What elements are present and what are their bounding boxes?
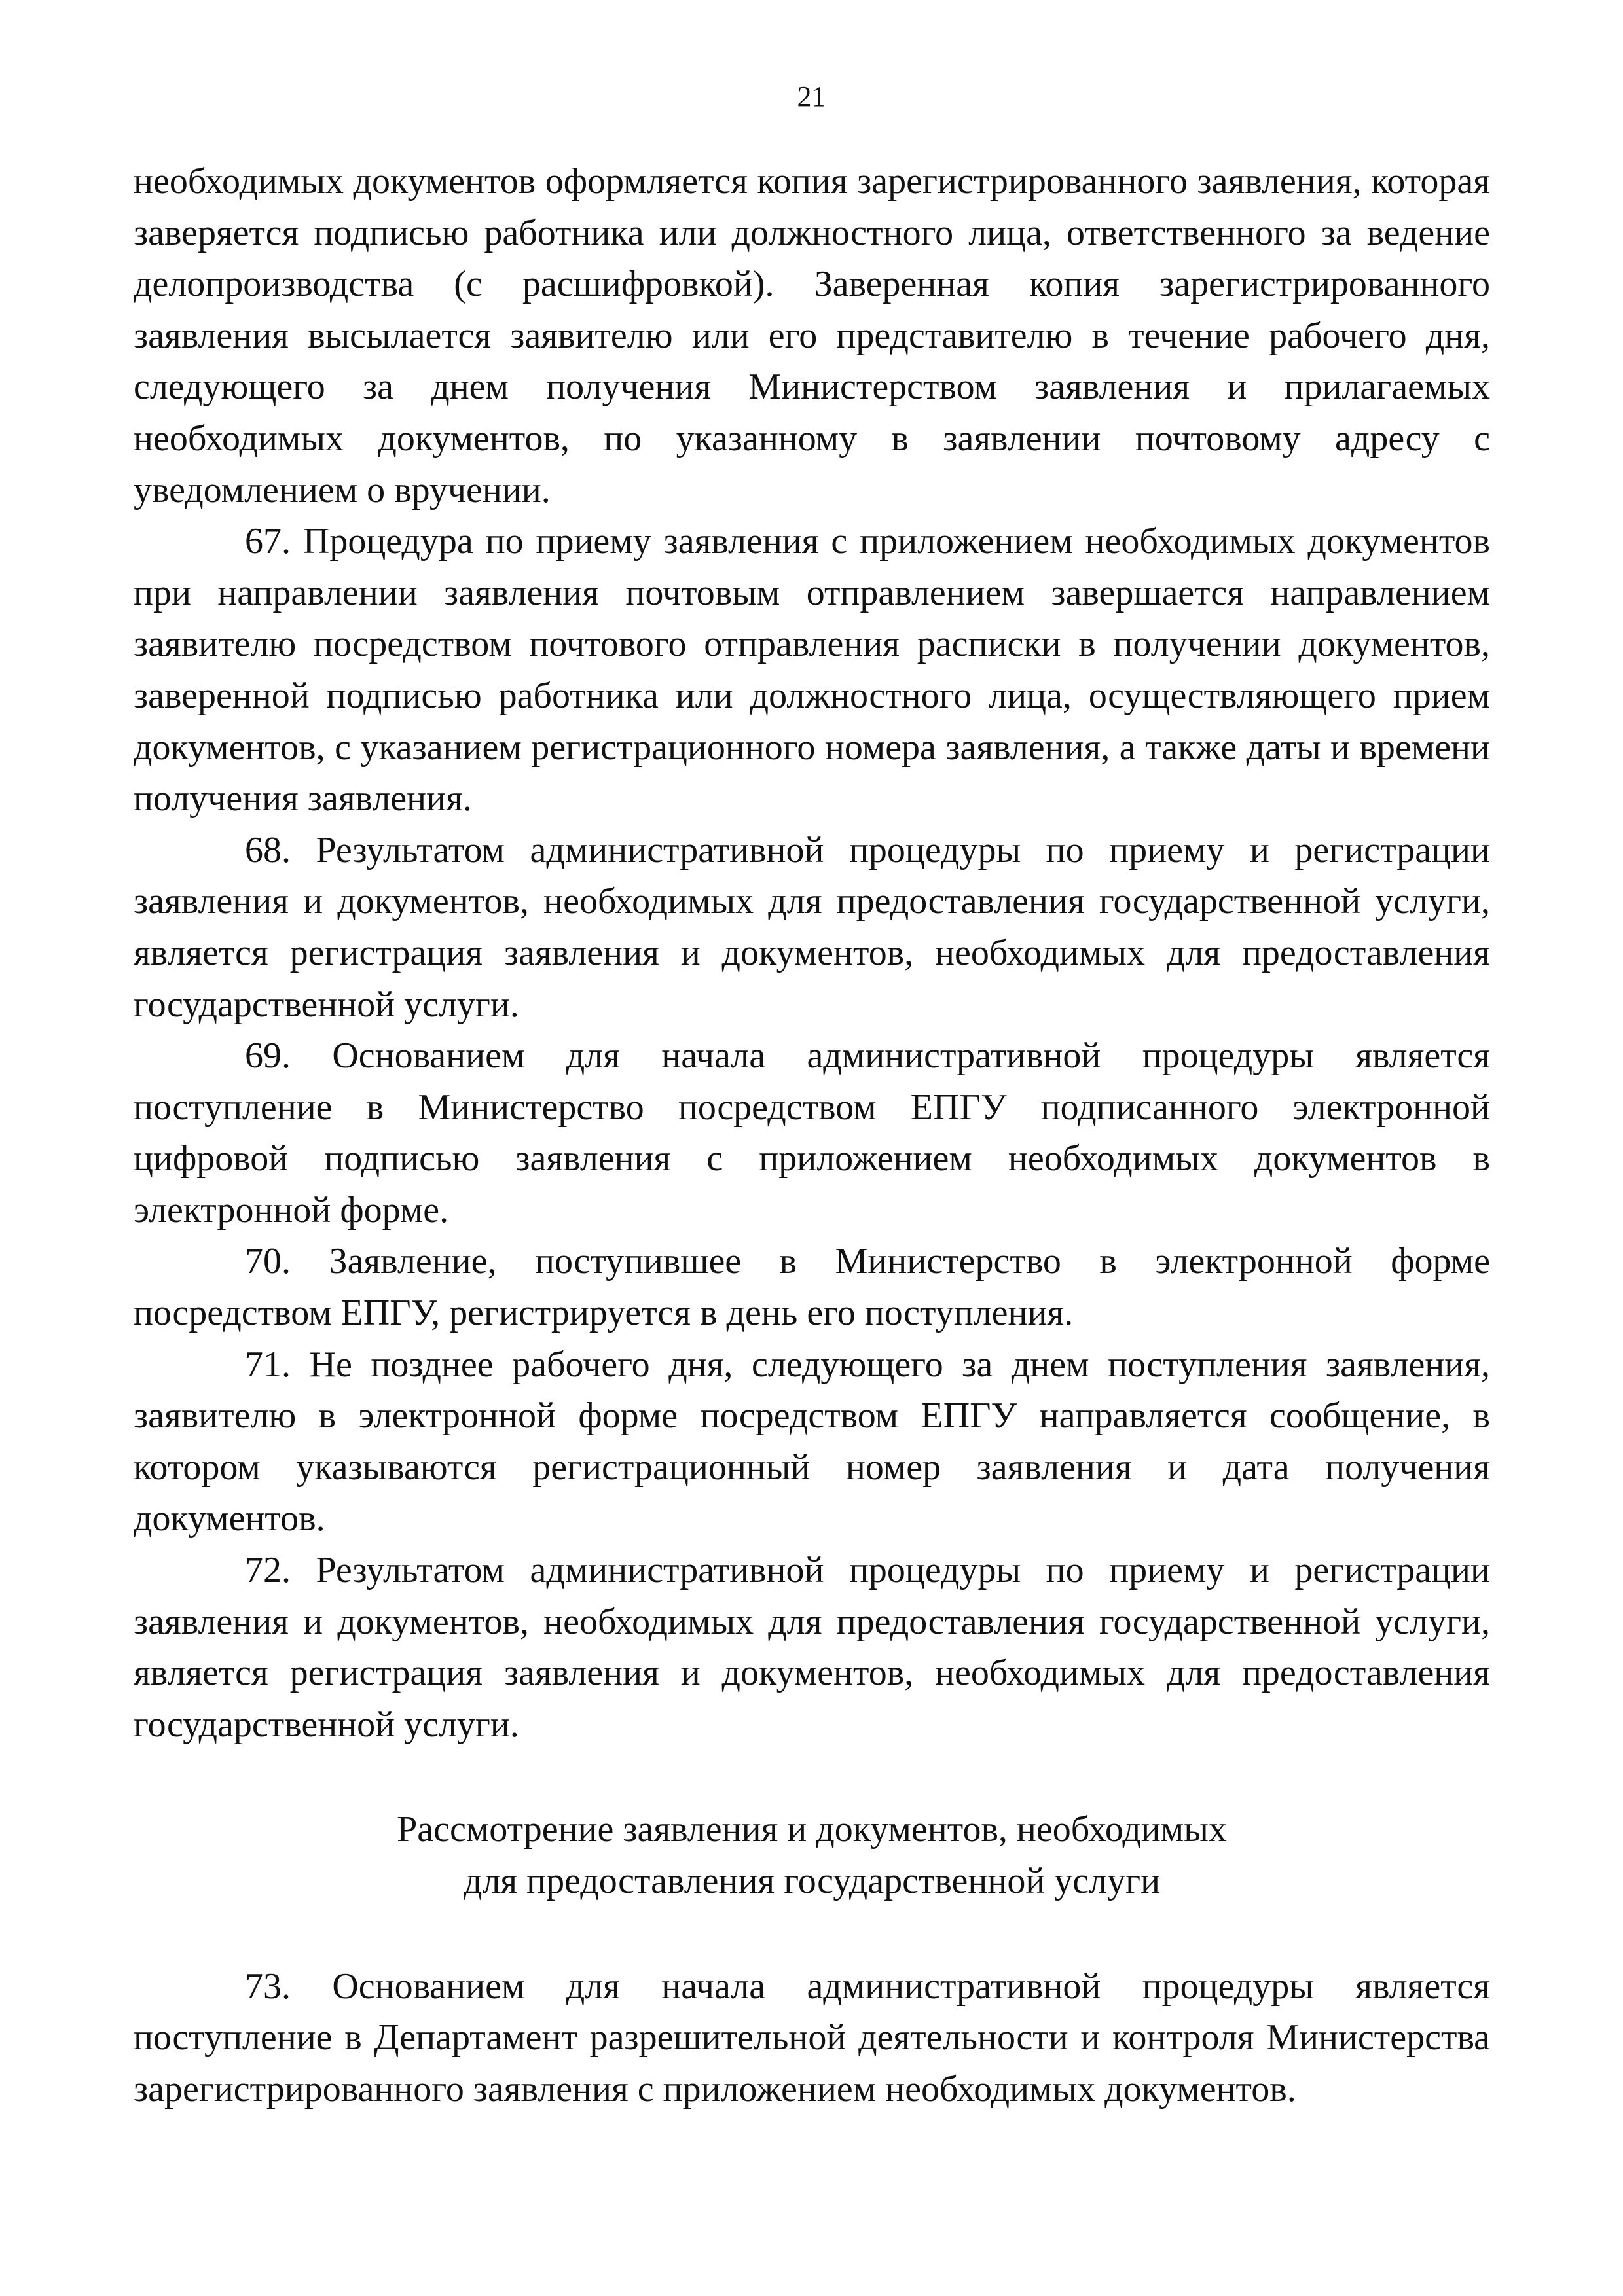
paragraph-71: 71. Не позднее рабочего дня, следующего за днем поступления заявления, заявителю в электронной форме посредством ЕПГУ направляется сообщение, в котором указываются регистрационный номер заявления и дата получения документов. <box>134 1344 1490 1539</box>
section-heading-line-2: для предоставления государственной услуги <box>463 1861 1161 1901</box>
paragraph-73: 73. Основанием для начала административной процедуры является поступление в Департамент разрешительной деятельности и контроля Министерства зарегистрированного заявления с приложением необходимых документов. <box>134 1965 1490 2109</box>
document-body <box>134 156 1490 2115</box>
paragraph-68: 68. Результатом административной процедуры по приему и регистрации заявления и документов, необходимых для предоставления государственной услуги, является регистрация заявления и документов, необходимых для предоставления государственной услуги. <box>134 829 1490 1025</box>
paragraph-continuation: необходимых документов оформляется копия зарегистрированного заявления, которая заверяется подписью работника или должностного лица, ответственного за ведение делопроизводства (с расшифровкой). Заверенная копия зарегистрированного заявления высылается заявителю или его представителю в течение рабочего дня, следующего за днем получения Министерством заявления и прилагаемых необходимых документов, по указанному в заявлении почтовому адресу с уведомлением о вручении. <box>134 161 1490 511</box>
section-heading-line-1: Рассмотрение заявления и документов, необходимых <box>397 1809 1227 1850</box>
page-number: 21 <box>797 81 826 113</box>
paragraph-67: 67. Процедура по приему заявления с приложением необходимых документов при направлении заявления почтовым отправлением завершается направлением заявителю посредством почтового отправления расписки в получении документов, заверенной подписью работника или должностного лица, осуществляющего прием документов, с указанием регистрационного номера заявления, а также даты и времени получения заявления. <box>134 521 1490 819</box>
paragraph-72: 72. Результатом административной процедуры по приему и регистрации заявления и документов, необходимых для предоставления государственной услуги, является регистрация заявления и документов, необходимых для предоставления государственной услуги. <box>134 1550 1490 1745</box>
section-heading <box>134 1804 1490 1907</box>
paragraph-69: 69. Основанием для начала административной процедуры является поступление в Министерство посредством ЕПГУ подписанного электронной цифровой подписью заявления с приложением необходимых документов в электронной форме. <box>134 1035 1490 1230</box>
paragraph-70: 70. Заявление, поступившее в Министерство в электронной форме посредством ЕПГУ, регистрируется в день его поступления. <box>134 1241 1490 1334</box>
